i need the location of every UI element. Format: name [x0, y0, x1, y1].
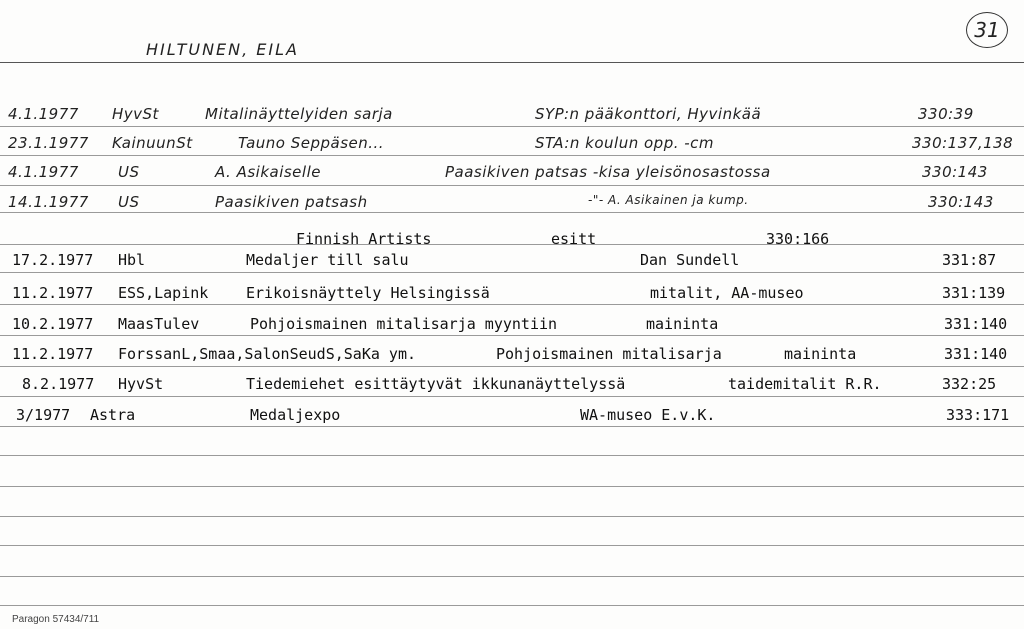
row-source: ESS,Lapink — [118, 284, 209, 302]
rule-line — [0, 486, 1024, 487]
hw-note: -"- A. Asikainen ja kump. — [588, 193, 749, 207]
card-footer: Paragon 57434/711 — [12, 614, 100, 625]
row-ref: 331:140 — [944, 345, 1008, 363]
hw-date: 23.1.1977 — [8, 134, 89, 152]
row-title: Pohjoismainen mitalisarja myyntiin — [250, 315, 558, 333]
hw-source: KainuunSt — [112, 134, 193, 152]
card-number: 31 — [966, 12, 1008, 48]
row-ref: 331:87 — [942, 251, 997, 269]
row-source: ForssanL,Smaa,SalonSeudS,SaKa ym. — [118, 345, 417, 363]
row-title: Tiedemiehet esittäytyvät ikkunanäyttelyssä — [246, 375, 626, 393]
hw-title: Paasikiven patsash — [215, 193, 368, 211]
row-date: 17.2.1977 — [12, 251, 94, 269]
rule-line — [0, 126, 1024, 127]
hw-title: Mitalinäyttelyiden sarja — [205, 105, 393, 123]
rule-line — [0, 605, 1024, 606]
hw-date: 4.1.1977 — [8, 105, 79, 123]
hw-note: Paasikiven patsas -kisa yleisönosastossa — [445, 163, 771, 181]
row-title: Pohjoismainen mitalisarja — [496, 345, 722, 363]
typed-header-mid: esitt — [551, 230, 597, 248]
row-date: 3/1977 — [16, 406, 71, 424]
hw-source: HyvSt — [112, 105, 159, 123]
hw-source: US — [118, 163, 140, 181]
row-ref: 331:139 — [942, 284, 1006, 302]
rule-line — [0, 426, 1024, 427]
hw-title: Tauno Seppäsen... — [238, 134, 385, 152]
row-note: taidemitalit R.R. — [728, 375, 882, 393]
hw-ref: 330:143 — [922, 163, 988, 181]
rule-line — [0, 304, 1024, 305]
hw-source: US — [118, 193, 140, 211]
rule-line — [0, 396, 1024, 397]
row-source: HyvSt — [118, 375, 164, 393]
rule-line — [0, 212, 1024, 213]
typed-header-ref: 330:166 — [766, 230, 830, 248]
hw-date: 4.1.1977 — [8, 163, 79, 181]
row-title: Medaljer till salu — [246, 251, 409, 269]
hw-ref: 330:137,138 — [912, 134, 1014, 152]
row-note: WA-museo E.v.K. — [580, 406, 716, 424]
rule-line — [0, 366, 1024, 367]
row-source: Astra — [90, 406, 136, 424]
row-source: MaasTulev — [118, 315, 200, 333]
hw-ref: 330:39 — [918, 105, 974, 123]
rule-line — [0, 516, 1024, 517]
row-note: maininta — [784, 345, 857, 363]
rule-line — [0, 545, 1024, 546]
typed-header-left: Finnish Artists — [296, 230, 432, 248]
row-date: 11.2.1977 — [12, 284, 94, 302]
row-ref: 332:25 — [942, 375, 997, 393]
person-name: HILTUNEN, EILA — [146, 40, 299, 59]
hw-ref: 330:143 — [928, 193, 994, 211]
row-source: Hbl — [118, 251, 146, 269]
rule-line — [0, 244, 1024, 245]
rule-line — [0, 455, 1024, 456]
rule-line — [0, 335, 1024, 336]
rule-line — [0, 62, 1024, 63]
hw-note: STA:n koulun opp. -cm — [535, 134, 715, 152]
row-date: 8.2.1977 — [22, 375, 95, 393]
row-title: Medaljexpo — [250, 406, 341, 424]
row-note: Dan Sundell — [640, 251, 740, 269]
rule-line — [0, 272, 1024, 273]
row-note: maininta — [646, 315, 719, 333]
row-date: 10.2.1977 — [12, 315, 94, 333]
row-note: mitalit, AA-museo — [650, 284, 804, 302]
rule-line — [0, 155, 1024, 156]
hw-date: 14.1.1977 — [8, 193, 89, 211]
rule-line — [0, 576, 1024, 577]
row-ref: 333:171 — [946, 406, 1010, 424]
row-ref: 331:140 — [944, 315, 1008, 333]
hw-title: A. Asikaiselle — [215, 163, 321, 181]
hw-note: SYP:n pääkonttori, Hyvinkää — [535, 105, 762, 123]
row-date: 11.2.1977 — [12, 345, 94, 363]
rule-line — [0, 185, 1024, 186]
row-title: Erikoisnäyttely Helsingissä — [246, 284, 490, 302]
